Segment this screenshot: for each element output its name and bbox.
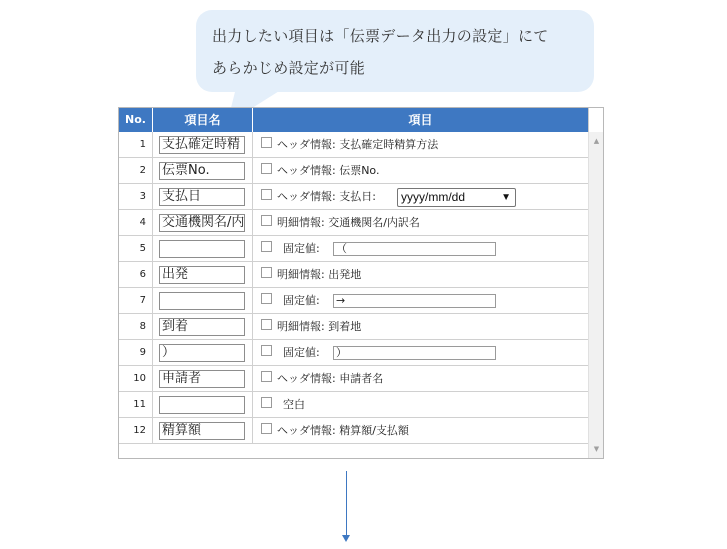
item-cell <box>253 210 588 235</box>
table-row <box>119 262 588 288</box>
row-number: 11 <box>119 392 153 417</box>
item-name-input[interactable]: 到着 <box>159 318 245 336</box>
item-description: 固定値: <box>283 346 320 359</box>
item-name-cell <box>153 210 253 235</box>
row-number: 7 <box>119 288 153 313</box>
grid-rows <box>119 132 588 444</box>
item-checkbox[interactable] <box>261 137 272 148</box>
table-row <box>119 418 588 444</box>
item-name-cell <box>153 288 253 313</box>
fixed-value-input[interactable]: ） <box>333 346 496 360</box>
item-checkbox[interactable] <box>261 345 272 356</box>
scrollbar-thumb[interactable] <box>591 148 602 438</box>
item-checkbox[interactable] <box>261 397 272 408</box>
row-number: 10 <box>119 366 153 391</box>
item-cell <box>253 392 588 417</box>
item-cell <box>253 262 588 287</box>
table-row <box>119 288 588 314</box>
item-checkbox[interactable] <box>261 267 272 278</box>
item-description: 明細情報: 交通機関名/内訳名 <box>277 216 420 229</box>
item-cell <box>253 184 588 209</box>
row-number: 1 <box>119 132 153 157</box>
item-cell <box>253 288 588 313</box>
vertical-scrollbar[interactable] <box>588 132 604 458</box>
callout-line-1: 出力したい項目は「伝票データ出力の設定」にて <box>212 27 549 45</box>
date-format-value: yyyy/mm/dd <box>401 190 466 204</box>
header-no: No. <box>119 108 153 132</box>
row-number: 2 <box>119 158 153 183</box>
row-number: 3 <box>119 184 153 209</box>
item-name-cell <box>153 262 253 287</box>
table-row <box>119 392 588 418</box>
item-checkbox[interactable] <box>261 215 272 226</box>
item-checkbox[interactable] <box>261 241 272 252</box>
item-name-input[interactable]: 支払日 <box>159 188 245 206</box>
item-cell <box>253 418 588 443</box>
row-number: 12 <box>119 418 153 443</box>
header-item-name: 項目名 <box>153 108 253 132</box>
item-description: 固定値: <box>283 242 320 255</box>
table-row <box>119 210 588 236</box>
item-description: 固定値: <box>283 294 320 307</box>
callout-bubble <box>196 10 594 92</box>
item-name-cell <box>153 236 253 261</box>
item-cell <box>253 340 588 365</box>
down-arrow-icon <box>342 535 350 542</box>
item-name-cell <box>153 392 253 417</box>
item-name-input[interactable]: 精算額 <box>159 422 245 440</box>
item-name-cell <box>153 184 253 209</box>
fixed-value-input[interactable]: → <box>333 294 496 308</box>
scroll-up-arrow-icon[interactable]: ▲ <box>593 137 600 145</box>
item-cell <box>253 236 588 261</box>
item-name-input[interactable]: 交通機関名/内 <box>159 214 245 232</box>
item-name-input[interactable] <box>159 292 245 310</box>
output-items-grid <box>118 107 604 459</box>
item-name-input[interactable]: ） <box>159 344 245 362</box>
row-number: 8 <box>119 314 153 339</box>
table-row <box>119 236 588 262</box>
item-name-cell <box>153 314 253 339</box>
item-name-cell <box>153 132 253 157</box>
date-format-select[interactable] <box>397 188 516 207</box>
row-number: 5 <box>119 236 153 261</box>
item-name-input[interactable] <box>159 240 245 258</box>
item-checkbox[interactable] <box>261 371 272 382</box>
item-description: 空白 <box>283 398 305 411</box>
table-row <box>119 314 588 340</box>
item-checkbox[interactable] <box>261 319 272 330</box>
callout-line-2: あらかじめ設定が可能 <box>212 59 366 77</box>
item-description: ヘッダ情報: 精算額/支払額 <box>277 424 409 437</box>
table-row <box>119 158 588 184</box>
item-name-cell <box>153 418 253 443</box>
table-row <box>119 132 588 158</box>
item-cell <box>253 314 588 339</box>
item-name-cell <box>153 366 253 391</box>
item-name-input[interactable]: 支払確定時精 <box>159 136 245 154</box>
chevron-down-icon: ▼ <box>501 192 511 203</box>
table-row <box>119 340 588 366</box>
item-checkbox[interactable] <box>261 163 272 174</box>
item-description: ヘッダ情報: 伝票No. <box>277 164 380 177</box>
item-name-input[interactable]: 申請者 <box>159 370 245 388</box>
item-checkbox[interactable] <box>261 293 272 304</box>
row-number: 9 <box>119 340 153 365</box>
item-checkbox[interactable] <box>261 423 272 434</box>
scroll-down-arrow-icon[interactable]: ▼ <box>593 445 600 453</box>
item-cell <box>253 158 588 183</box>
row-number: 6 <box>119 262 153 287</box>
item-name-cell <box>153 340 253 365</box>
item-description: ヘッダ情報: 支払日: <box>277 190 376 203</box>
item-name-input[interactable] <box>159 396 245 414</box>
fixed-value-input[interactable]: （ <box>333 242 496 256</box>
item-description: 明細情報: 出発地 <box>277 268 362 281</box>
item-name-input[interactable]: 出発 <box>159 266 245 284</box>
item-description: ヘッダ情報: 支払確定時精算方法 <box>277 138 439 151</box>
table-row <box>119 366 588 392</box>
item-name-cell <box>153 158 253 183</box>
item-description: ヘッダ情報: 申請者名 <box>277 372 384 385</box>
item-name-input[interactable]: 伝票No. <box>159 162 245 180</box>
table-row <box>119 184 588 210</box>
item-cell <box>253 366 588 391</box>
row-number: 4 <box>119 210 153 235</box>
header-corner <box>588 108 604 132</box>
item-checkbox[interactable] <box>261 189 272 200</box>
grid-header <box>119 108 588 132</box>
item-cell <box>253 132 588 157</box>
down-arrow-line <box>346 471 347 537</box>
header-item: 項目 <box>408 113 433 127</box>
item-description: 明細情報: 到着地 <box>277 320 362 333</box>
